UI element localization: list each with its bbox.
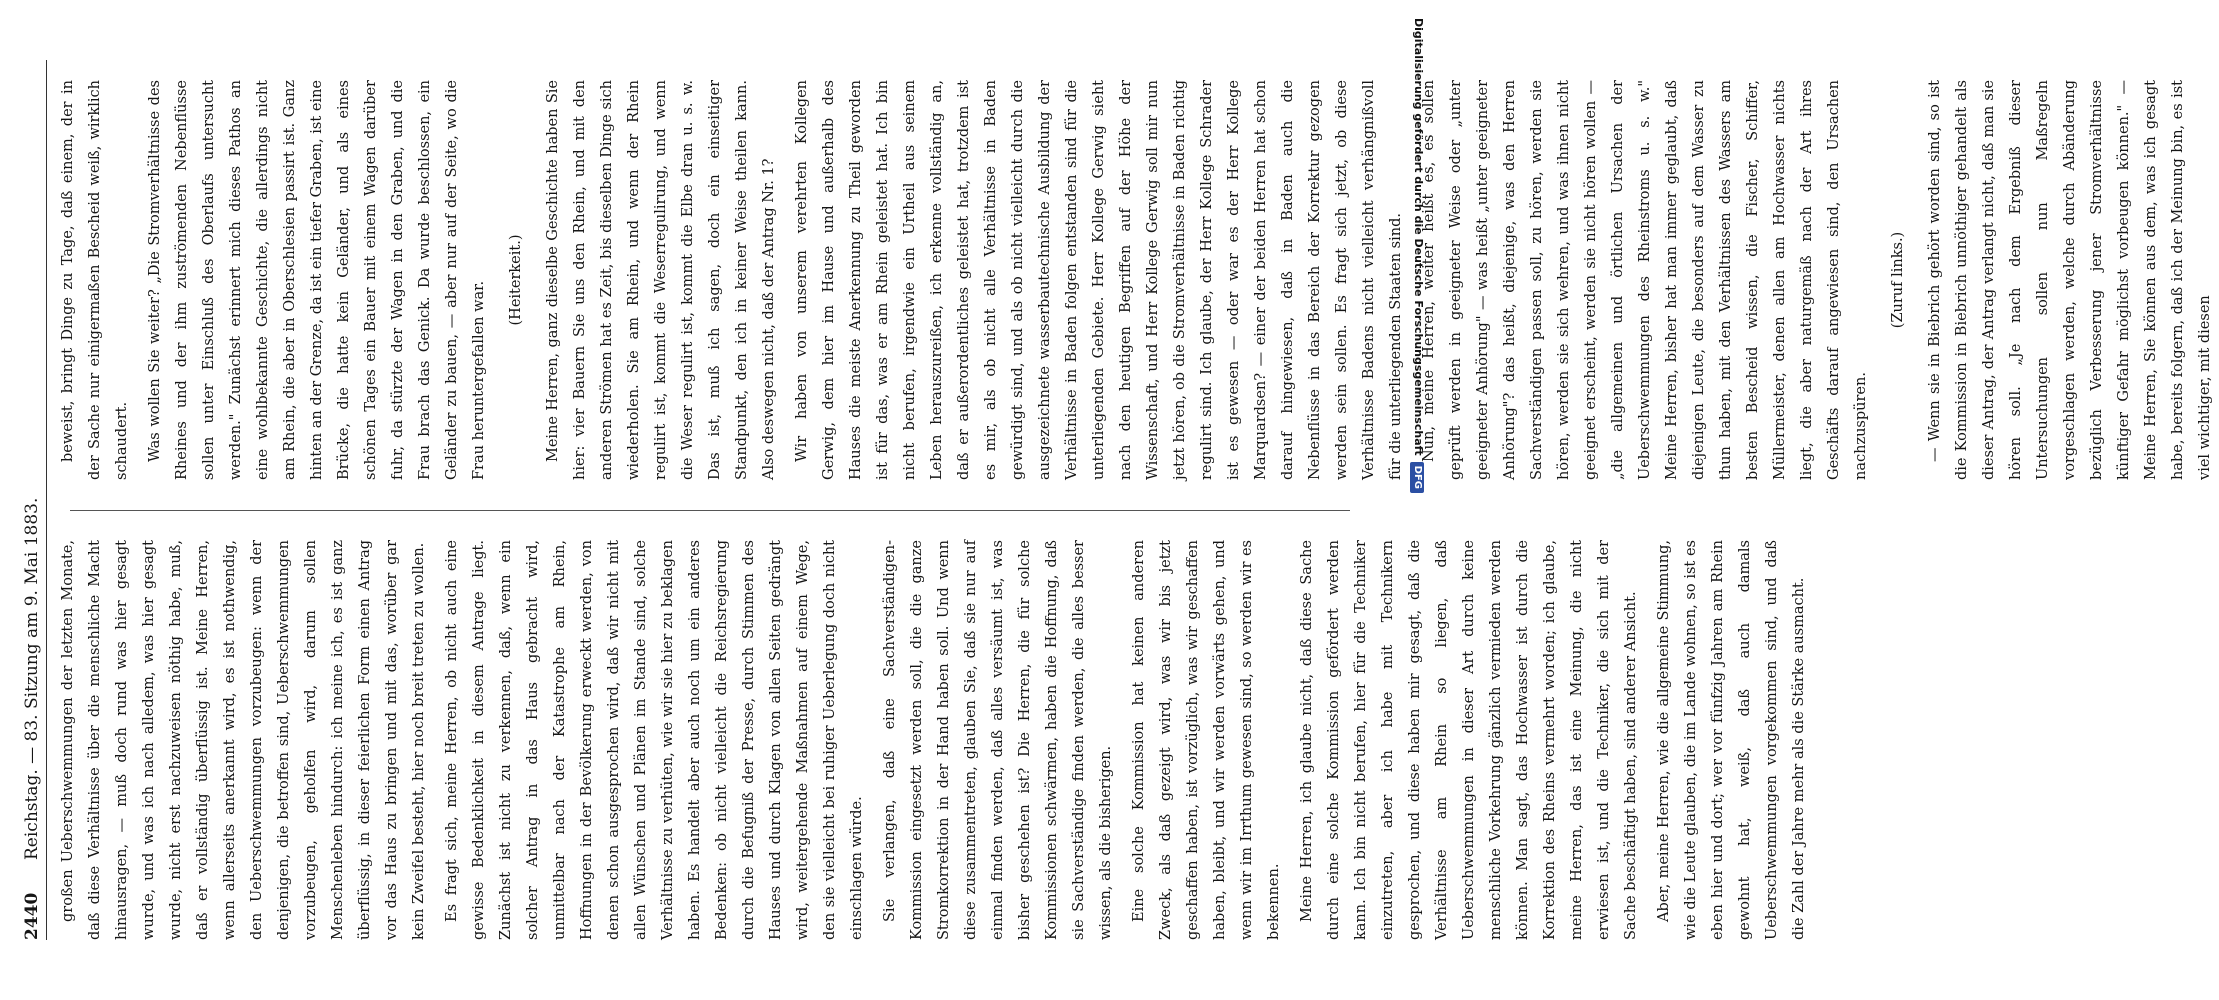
stage-direction: (Heiterkeit.) <box>508 234 524 326</box>
session-title: Reichstag. — 83. Sitzung am 9. Mai 1883. <box>22 497 42 860</box>
digitization-note: Digitalisierung gefördert durch die Deutsche Forschungsgemeinschaft <box>1412 18 1425 456</box>
header-rule <box>46 60 47 940</box>
paragraph: Sie verlangen, daß eine Sachverständigen-Kommission eingesetzt werden soll, die die ganze Stromkorrektion in der Hand haben soll. Und wenn diese zusammentreten, glauben Sie, daß sie nur auf einmal finden werden, daß alles versäumt ist, was bisher geschehen ist? Die Herren, die für solche Kommissionen schwärmen, haben die Hoffnung, daß sie Sachverständige finden werden, die alles besser wissen, als die bisherigen. <box>882 540 1114 940</box>
paragraph: Eine solche Kommission hat keinen anderen Zweck, als daß gezeigt wird, was wir bis jetzt geschaffen haben, ist vorzüglich, was wir geschaffen haben, bleibt, und wir werden vorwärts gehen, und wenn wir im Irrthum gewesen sind, so werden wir es bekennen. <box>1131 540 1282 940</box>
dfg-logo: DFG <box>1410 462 1424 493</box>
paragraph: Meine Herren, ganz dieselbe Geschichte haben Sie hier: vier Bauern Sie uns den Rhein, und mit den anderen Strömen hat es Zeit, bis dieselben Dinge sich wiederholen. Sie am Rhein, und wenn der Rhein regulirt ist, kommt die Weserregulirung, und wenn die Weser regulirt ist, kommt die Elbe dran u. s. w. Das ist, muß ich sagen, doch ein einseitiger Standpunkt, den ich in keiner Weise theilen kann. Also deswegen nicht, daß der Antrag Nr. 1? <box>545 80 777 480</box>
paragraph: Wir haben von unserem verehrten Kollegen Gerwig, dem hier im Hause und außerhalb des Hauses die meiste Anerkennung zu Theil geworden ist für das, was er am Rhein geleistet hat. Ich bin nicht berufen, irgendwie ein Urtheil aus seinem Leben herauszureißen, ich erkenne vollständig an, daß er außerordentliches geleistet hat, trotzdem ist es mir, als ob nicht alle Verhältnisse in Baden gewürdigt sind, und als ob nicht vielleicht durch die ausgezeichnete wasserbautechnische Ausbildung der Verhältnisse in Baden folgen entstanden sind für die unterliegenden Gebiete. Herr Kollege Gerwig sieht nach den heutigen Begriffen auf der Höhe der Wissenschaft, und Herr Kollege Gerwig soll mir nun jetzt hören, ob die Stromverhältnisse in Baden richtig regulirt sind. Ich glaube, der Herr Kollege Schrader ist es gewesen — oder war es der Herr Kollege Marquardsen? — einer der beiden Herren hat schon darauf hingewiesen, daß in Baden auch die Nebenflüsse in das Bereich der Korrektur gezogen werden sein sollen. Es fragt sich jetzt, ob diese Verhältnisse Badens nicht vielleicht verhängnißvoll für die unterliegenden Staaten sind. <box>794 80 1404 480</box>
digitization-credit <box>1408 18 1428 978</box>
paragraph: Nun, meine Herren, weiter heißt es, es sollen geprüft werden in geeigneter Weise oder „unter geeigneter Anhörung" — was heißt „unter geeigneter Anhörung"? das heißt, diejenige, was den Herren Sachverständigen passen soll, zu hören, werden sie hören, werden sie sich wehren, und was ihnen nicht geeignet erscheint, werden sie nicht hören wollen — „die allgemeinen und örtlichen Ursachen der Ueberschwemmungen des Rheinstroms u. s. w." Meine Herren, bisher hat man immer geglaubt, daß diejenigen Leute, die besonders auf dem Wasser zu thun haben, mit den Verhältnissen des Wassers am besten Bescheid wissen, die Fischer, Schiffer, Müllermeister, denen allen am Hochwasser nichts liegt, die aber naturgemäß nach der Art ihres Geschäfts darauf angewiesen sind, den Ursachen nachzuspüren. <box>1421 80 1869 480</box>
page-header <box>18 60 48 940</box>
column-divider <box>70 510 1350 511</box>
paragraph: Aber, meine Herren, wie die allgemeine Stimmung, wie die Leute glauben, die im Lande wohnen, so ist es eben hier und dort; wer vor fünfzig Jahren am Rhein gewohnt hat, weiß, daß auch damals Ueberschwemmungen vorgekommen sind, und daß die Zahl der Jahre mehr als die Stärke ausmacht. <box>1656 540 1807 940</box>
paragraph: Meine Herren, ich glaube nicht, daß diese Sache durch eine solche Kommission gefördert werden kann. Ich bin nicht berufen, hier für die Techniker einzutreten, aber ich habe mit Technikern gesprochen, und diese haben mir gesagt, daß die Verhältnisse am Rhein so liegen, daß Ueberschwemmungen in dieser Art durch keine menschliche Vorkehrung gänzlich vermieden werden können. Man sagt, das Hochwasser ist durch die Korrektion des Rheins vermehrt worden; ich glaube, meine Herren, das ist eine Meinung, die nicht erwiesen ist, und die Techniker, die sich mit der Sache beschäftigt haben, sind anderer Ansicht. <box>1299 540 1639 940</box>
left-column <box>55 540 1807 940</box>
page-number: 2440 <box>22 892 42 940</box>
paragraph: — Wenn sie in Biebrich gehört worden sind, so ist die Kommission in Biebrich unnöthiger gehandelt als dieser Antrag, der Antrag verlangt nicht, daß man sie hören soll. „Je nach dem Ergebniß dieser Untersuchungen sollen nun Maßregeln vorgeschlagen werden, welche durch Abänderung bezüglich Verbesserung jener Stromverhältnisse künftiger Gefahr möglichst vorbeugen können." — Meine Herren, Sie können aus dem, was ich gesagt habe, bereits folgern, daß ich der Meinung bin, es ist viel wichtiger, mit diesen <box>1927 80 2213 480</box>
stage-direction: (Zuruf links.) <box>1890 231 1906 329</box>
paragraph: Es fragt sich, meine Herren, ob nicht auch eine gewisse Bedenklichkeit in diesem Antrage liegt. Zunächst ist nicht zu verkennen, daß, wenn ein solcher Antrag in das Haus gebracht wird, unmittelbar nach der Katastrophe am Rhein, Hoffnungen in der Bevölkerung erweckt werden, von denen schon ausgesprochen wird, daß wir nicht mit allen Wünschen und Plänen im Stande sind, solche Verhältnisse zu verhüten, wie wir sie hier zu beklagen haben. Es handelt aber auch noch um ein anderes Bedenken: ob nicht vielleicht die Reichsregierung durch die Befugniß der Presse, durch Stimmen des Hauses und durch Klagen von allen Seiten gedrängt wird, weitergehende Maßnahmen auf einem Wege, den sie vielleicht bei ruhiger Ueberlegung doch nicht einschlagen würde. <box>444 540 865 940</box>
paragraph: Was wollen Sie weiter? „Die Stromverhältnisse des Rheines und der ihm zuströmenden Nebenflüsse sollen unter Einschluß des Oberlaufs untersucht werden." Zunächst erinnert mich dieses Pathos an eine wohlbekannte Geschichte, die allerdings nicht am Rhein, die aber in Oberschlesien passirt ist. Ganz hinten an der Grenze, da ist ein tiefer Graben, ist eine Brücke, die hatte kein Geländer, und als eines schönen Tages ein Bauer mit einem Wagen darüber fuhr, da stürzte der Wagen in den Graben, und die Frau brach das Genick. Da wurde beschlossen, ein Geländer zu bauen, — aber nur auf der Seite, wo die Frau heruntergefallen war. <box>147 80 487 480</box>
paragraph: beweist, bringt Dinge zu Tage, daß einem, der in der Sache nur einigermaßen Bescheid weiß, wirklich schaudert. <box>60 80 130 480</box>
paragraph: großen Ueberschwemmungen der letzten Monate, daß diese Verhältnisse über die menschliche Macht hinausragen, — muß doch rund was hier gesagt wurde, und was ich nach alledem, was hier gesagt wurde, nicht erst nachzuweisen nöthig habe, muß, daß er vollständig überflüssig ist. Meine Herren, wenn allerseits anerkannt wird, es ist nothwendig, den Ueberschwemmungen vorzubeugen: wenn der denjenigen, die betroffen sind, Ueberschwemmungen vorzubeugen, geholfen wird, darum sollen Menschenleben hindurch: ich meine ich, es ist ganz überflüssig, in dieser feierlichen Form einen Antrag vor das Haus zu bringen und mit das, worüber gar kein Zweifel besteht, hier noch breit treten zu wollen. <box>60 540 427 940</box>
